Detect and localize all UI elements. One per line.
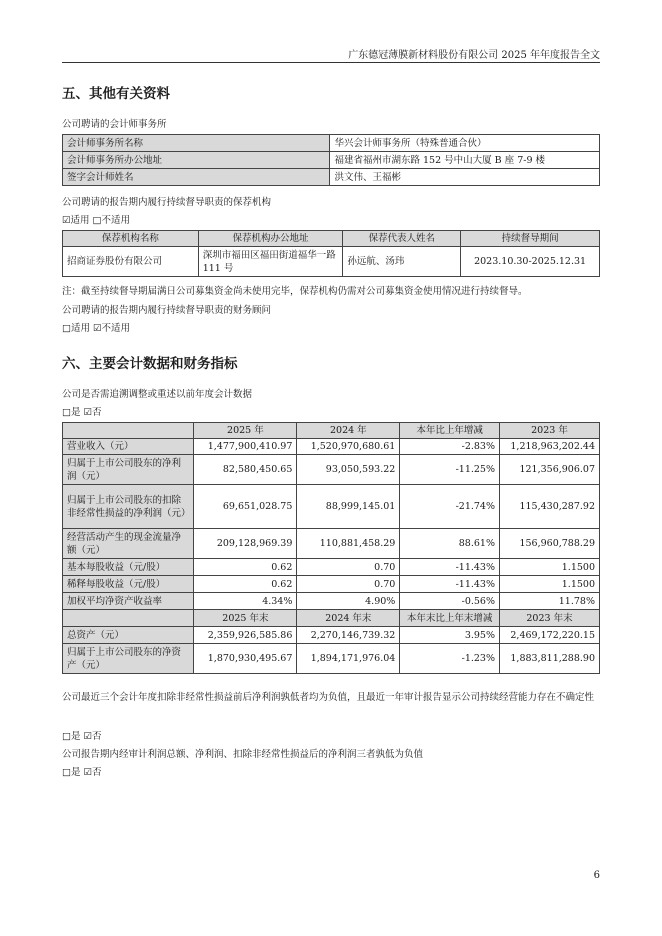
auditor-label-address: 会计师事务所办公地址: [63, 152, 330, 169]
report-header: 广东德冠薄膜新材料股份有限公司 2025 年年度报告全文: [348, 50, 600, 61]
lowest-profit-text: 公司报告期内经审计利润总额、净利润、扣除非经常性损益后的净利润三者孰低为负值: [62, 749, 424, 760]
header-cell: 本年比上年增减: [400, 423, 500, 439]
going-concern-checkbox: □是 ☑否: [62, 731, 102, 742]
lowest-profit-checkbox: □是 ☑否: [62, 767, 102, 778]
financial-data-table: [62, 422, 600, 674]
sponsor-header-name: 保荐机构名称: [63, 231, 199, 247]
cell-value: -0.56%: [400, 593, 500, 610]
sponsor-name: 招商证券股份有限公司: [63, 247, 199, 277]
table-row: [63, 576, 600, 593]
header-cell: [63, 610, 194, 627]
row-label: 稀释每股收益（元/股）: [63, 576, 194, 593]
header-cell: 2023 年末: [500, 610, 600, 627]
cell-value: 1,870,930,495.67: [194, 644, 297, 674]
row-label: 加权平均净资产收益率: [63, 593, 194, 610]
restate-question: 公司是否需追溯调整或重述以前年度会计数据: [62, 389, 253, 400]
cell-value: 1.1500: [500, 576, 600, 593]
cell-value: -11.43%: [400, 576, 500, 593]
row-label: 经营活动产生的现金流量净额（元）: [63, 529, 194, 559]
table-row: [63, 455, 600, 485]
table-row: [63, 559, 600, 576]
sponsor-note: 注：截至持续督导期届满日公司募集资金尚未使用完毕，保荐机构仍需对公司募集资金使用情况进行持续督导。: [62, 286, 528, 297]
table-row: [63, 485, 600, 529]
page-number: 6: [593, 870, 600, 881]
cell-value: 1,520,970,680.61: [297, 439, 400, 455]
cell-value: 11.78%: [500, 593, 600, 610]
table-header-row: [63, 423, 600, 439]
table-row: [63, 529, 600, 559]
cell-value: 1,883,811,288.90: [500, 644, 600, 674]
table-header-row: [63, 610, 600, 627]
cell-value: 0.70: [297, 576, 400, 593]
cell-value: 156,960,788.29: [500, 529, 600, 559]
cell-value: 82,580,450.65: [194, 455, 297, 485]
cell-value: 1.1500: [500, 559, 600, 576]
sponsor-intro: 公司聘请的报告期内履行持续督导职责的保荐机构: [62, 197, 272, 208]
table-row: [63, 644, 600, 674]
header-cell: 本年末比上年末增减: [400, 610, 500, 627]
table-row: [63, 439, 600, 455]
cell-value: 115,430,287.92: [500, 485, 600, 529]
row-label: 归属于上市公司股东的净利润（元）: [63, 455, 194, 485]
row-label: 总资产（元）: [63, 627, 194, 644]
header-cell: 2024 年: [297, 423, 400, 439]
cell-value: -11.25%: [400, 455, 500, 485]
cell-value: 209,128,969.39: [194, 529, 297, 559]
cell-value: 1,894,171,976.04: [297, 644, 400, 674]
sponsor-applicable-checkbox: ☑适用 □不适用: [62, 215, 131, 226]
going-concern-text: 公司最近三个会计年度扣除非经常性损益前后净利润孰低者均为负值，且最近一年审计报告显示公司持续经营能力存在不确定性: [62, 692, 595, 703]
advisor-applicable-checkbox: □适用 ☑不适用: [62, 323, 131, 334]
sponsor-representatives: 孙远航、汤玮: [343, 247, 461, 277]
cell-value: 3.95%: [400, 627, 500, 644]
cell-value: 2,270,146,739.32: [297, 627, 400, 644]
cell-value: 88,999,145.01: [297, 485, 400, 529]
sponsor-period: 2023.10.30-2025.12.31: [461, 247, 600, 277]
table-row: [63, 593, 600, 610]
header-cell: 2025 年末: [194, 610, 297, 627]
cell-value: -11.43%: [400, 559, 500, 576]
sponsor-header-address: 保荐机构办公地址: [198, 231, 343, 247]
cell-value: 0.62: [194, 576, 297, 593]
restate-checkbox: □是 ☑否: [62, 407, 102, 418]
cell-value: 0.62: [194, 559, 297, 576]
cell-value: 4.90%: [297, 593, 400, 610]
cell-value: 2,359,926,585.86: [194, 627, 297, 644]
cell-value: -2.83%: [400, 439, 500, 455]
header-cell: [63, 423, 194, 439]
auditor-label-signers: 签字会计师姓名: [63, 169, 330, 186]
sponsor-address: 深圳市福田区福田街道福华一路 111 号: [198, 247, 343, 277]
table-row: [63, 627, 600, 644]
cell-value: -1.23%: [400, 644, 500, 674]
row-label: 基本每股收益（元/股）: [63, 559, 194, 576]
section-5-title: 五、其他有关资料: [62, 86, 170, 102]
cell-value: 93,050,593.22: [297, 455, 400, 485]
auditor-value-address: 福建省福州市湖东路 152 号中山大厦 B 座 7-9 楼: [330, 152, 600, 169]
auditor-value-name: 华兴会计师事务所（特殊普通合伙）: [330, 135, 600, 152]
sponsor-table: [62, 230, 600, 277]
cell-value: 1,477,900,410.97: [194, 439, 297, 455]
cell-value: 0.70: [297, 559, 400, 576]
header-cell: 2023 年: [500, 423, 600, 439]
cell-value: 4.34%: [194, 593, 297, 610]
sponsor-header-representatives: 保荐代表人姓名: [343, 231, 461, 247]
sponsor-header-period: 持续督导期间: [461, 231, 600, 247]
cell-value: 121,356,906.07: [500, 455, 600, 485]
advisor-intro: 公司聘请的报告期内履行持续督导职责的财务顾问: [62, 305, 272, 316]
cell-value: 1,218,963,202.44: [500, 439, 600, 455]
auditor-value-signers: 洪文伟、王福彬: [330, 169, 600, 186]
header-divider: [62, 62, 600, 63]
cell-value: -21.74%: [400, 485, 500, 529]
cell-value: 110,881,458.29: [297, 529, 400, 559]
cell-value: 2,469,172,220.15: [500, 627, 600, 644]
header-cell: 2025 年: [194, 423, 297, 439]
auditor-table: [62, 134, 600, 186]
auditor-intro: 公司聘请的会计师事务所: [62, 119, 167, 130]
cell-value: 69,651,028.75: [194, 485, 297, 529]
auditor-label-name: 会计师事务所名称: [63, 135, 330, 152]
row-label: 归属于上市公司股东的扣除非经常性损益的净利润（元）: [63, 485, 194, 529]
row-label: 营业收入（元）: [63, 439, 194, 455]
section-6-title: 六、主要会计数据和财务指标: [62, 356, 238, 372]
cell-value: 88.61%: [400, 529, 500, 559]
row-label: 归属于上市公司股东的净资产（元）: [63, 644, 194, 674]
header-cell: 2024 年末: [297, 610, 400, 627]
